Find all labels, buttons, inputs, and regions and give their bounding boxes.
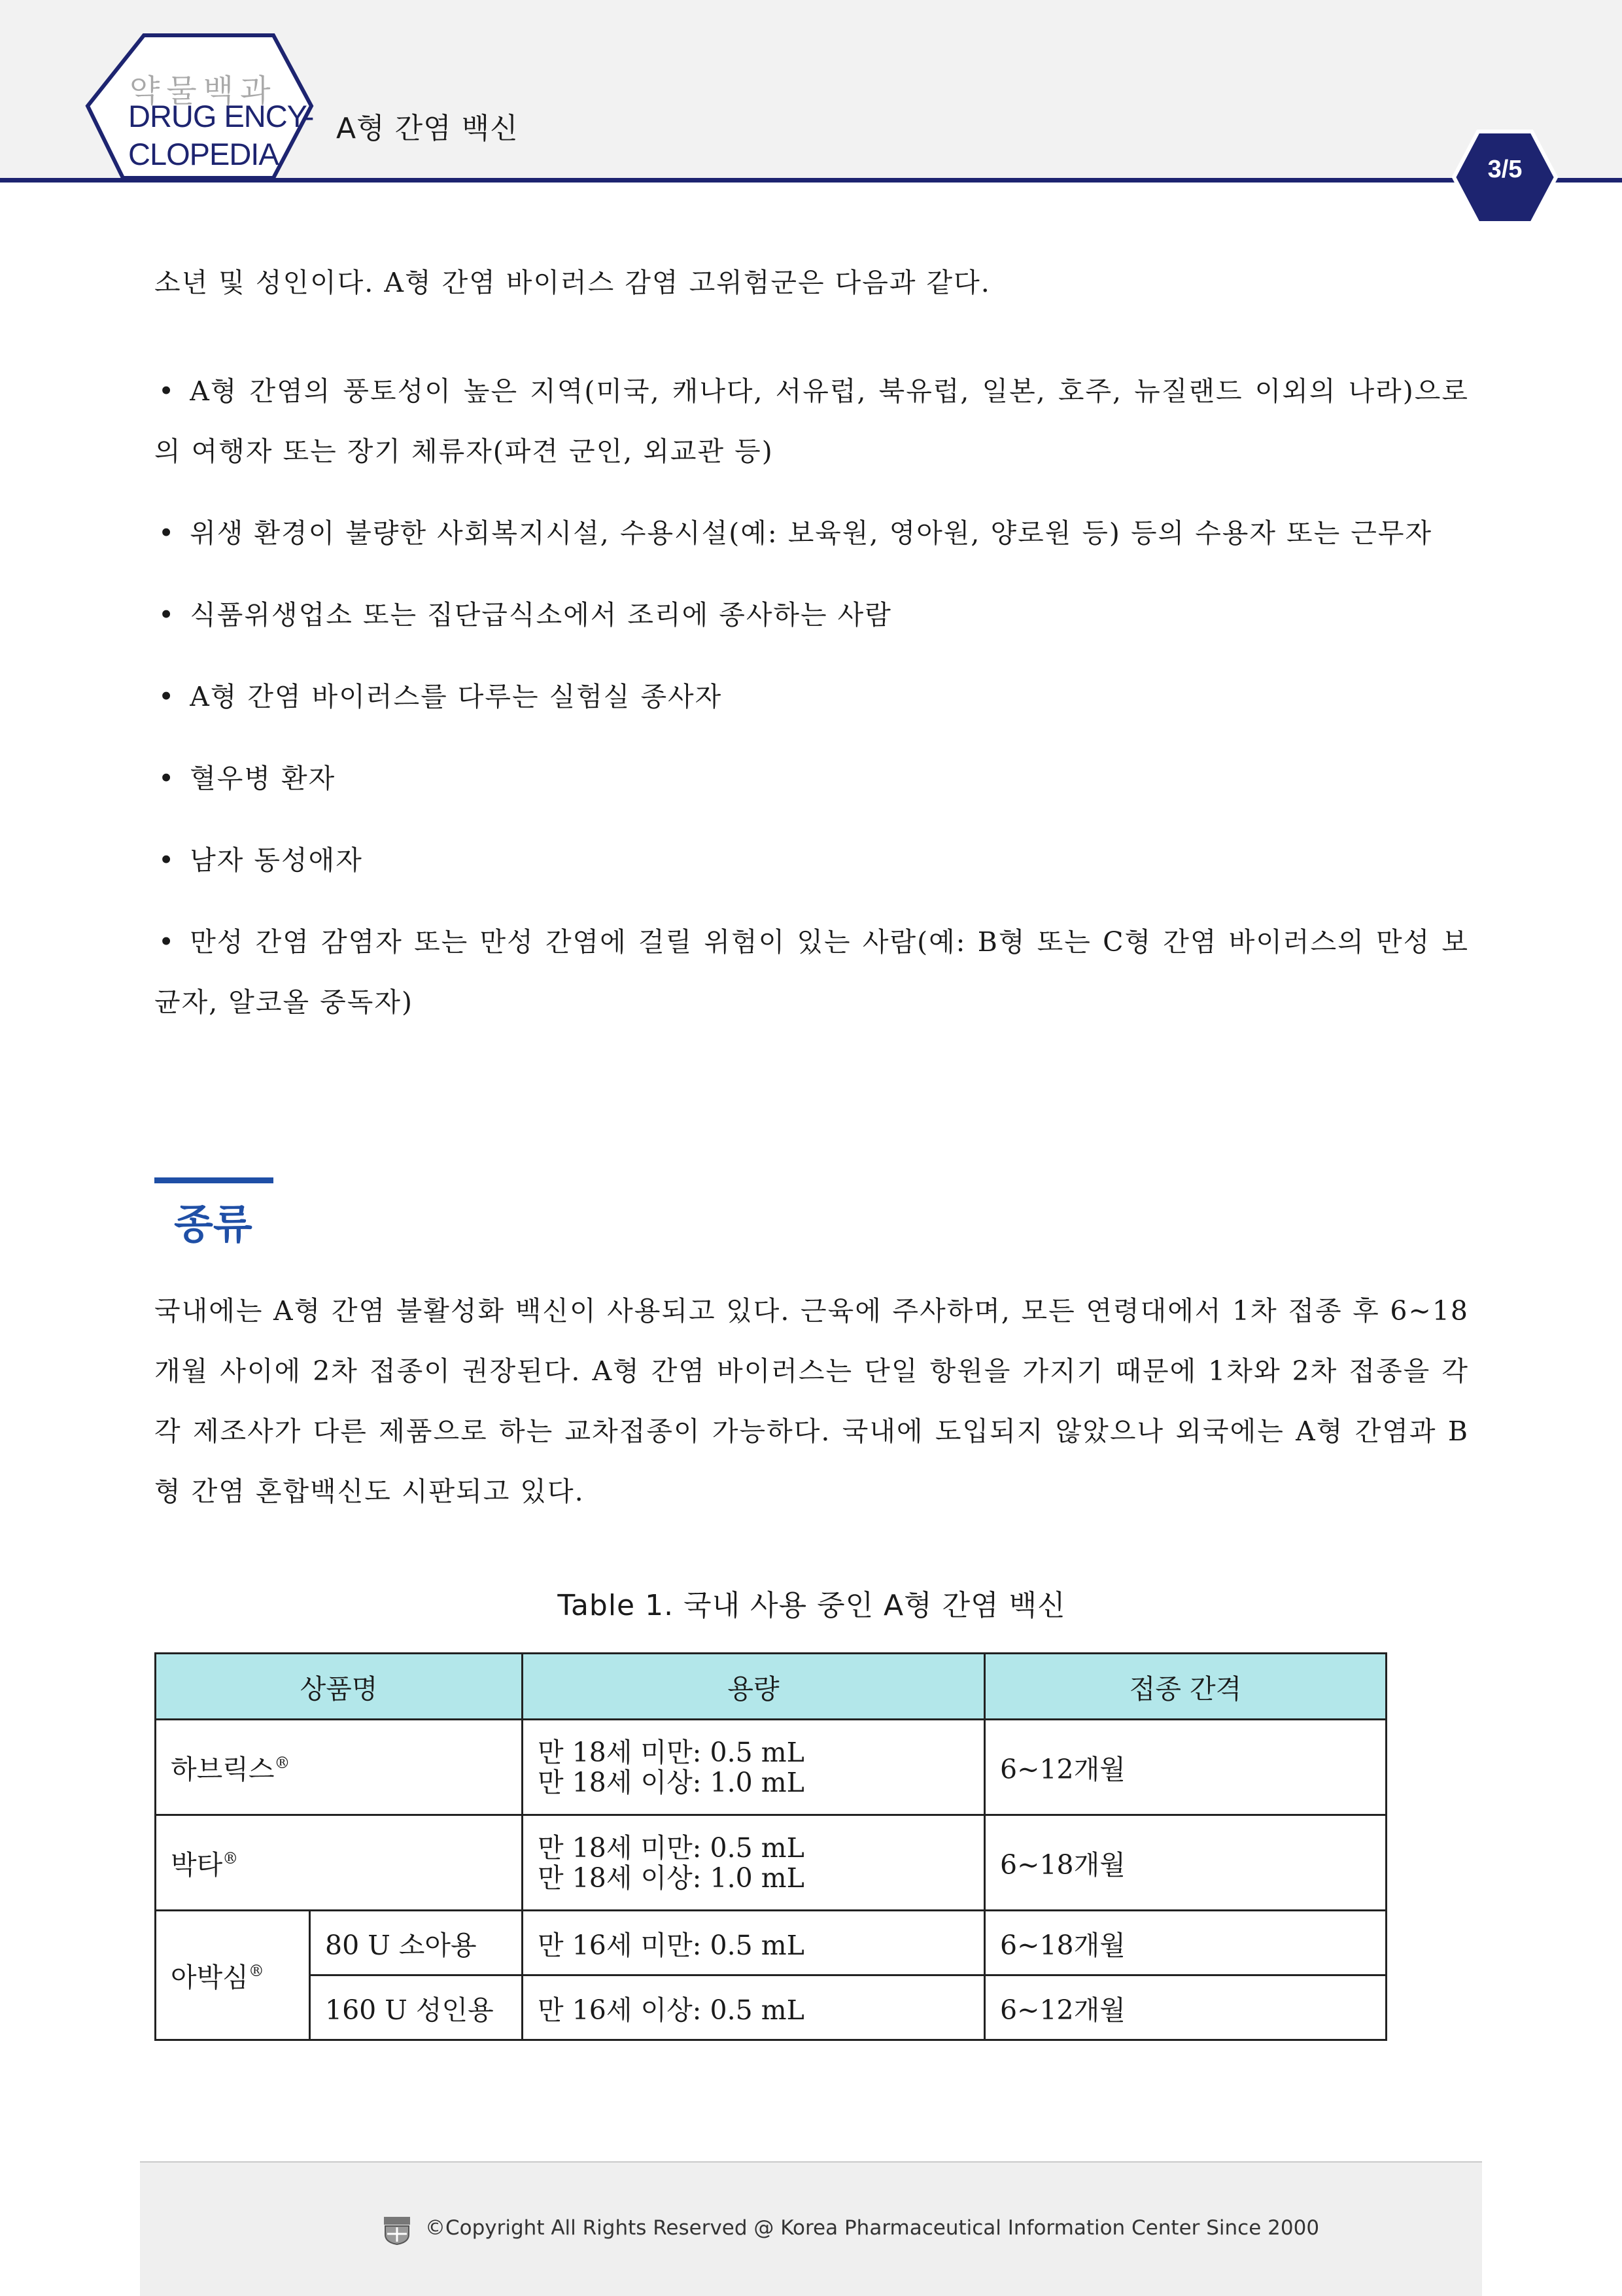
risk-group-list [154, 361, 1469, 1054]
variant-cell: 80 U 소아용 [310, 1911, 523, 1975]
section-paragraph: 국내에는 A형 간염 불활성화 백신이 사용되고 있다. 근육에 주사하며, 모든 연령대에서 1차 접종 후 6~18개월 사이에 2차 접종이 권장된다. A형 간염 바이러스는 단일 항원을 가지기 때문에 1차와 2차 접종을 각각 제조사가 다른 제품으로 하는 교차접종이 가능하다. 국내에 도입되지 않았으나 외국에는 A형 간염과 B형 간염 혼합백신도 시판되고 있다. [154, 1295, 1469, 1507]
section-heading: 종류 [174, 1200, 252, 1248]
header-dose: 용량 [523, 1654, 985, 1720]
product-cell [156, 1815, 523, 1911]
logo-korean-text: 약물백과 [129, 74, 277, 109]
header-product: 상품명 [156, 1654, 523, 1720]
vaccine-table [154, 1652, 1387, 2041]
bullet-dot-icon: • [158, 844, 176, 876]
dose-line: 만 18세 이상: 1.0 mL [538, 1862, 804, 1894]
dose-cell: 만 16세 이상: 0.5 mL [523, 1975, 985, 2040]
list-item [154, 667, 1469, 727]
list-item [154, 748, 1469, 809]
list-item [154, 585, 1469, 645]
variant-cell: 160 U 성인용 [310, 1975, 523, 2040]
dose-line: 만 18세 미만: 0.5 mL [538, 1832, 804, 1864]
table-row [156, 1815, 1387, 1911]
product-cell [156, 1720, 523, 1815]
registered-mark: ® [222, 1849, 239, 1868]
footer-copyright: ©Copyright All Rights Reserved @ Korea Pharmaceutical Information Center Since 2000 [425, 2216, 1320, 2240]
dose-cell: 만 16세 미만: 0.5 mL [523, 1911, 985, 1975]
interval-cell: 6~18개월 [985, 1815, 1387, 1911]
list-item [154, 361, 1469, 481]
table-row [156, 1720, 1387, 1815]
dose-line: 만 18세 이상: 1.0 mL [538, 1766, 804, 1798]
list-item-text: A형 간염의 풍토성이 높은 지역(미국, 캐나다, 서유럽, 북유럽, 일본, 호주, 뉴질랜드 이외의 나라)으로의 여행자 또는 장기 체류자(파견 군인, 외교관 등) [154, 375, 1469, 467]
dose-cell [523, 1720, 985, 1815]
header-interval: 접종 간격 [985, 1654, 1387, 1720]
bullet-dot-icon: • [158, 926, 176, 958]
intro-paragraph: 소년 및 성인이다. A형 간염 바이러스 감염 고위험군은 다음과 같다. [154, 267, 991, 298]
footer-emblem-icon [382, 2215, 412, 2245]
list-item-text: 만성 간염 감염자 또는 만성 간염에 걸릴 위험이 있는 사람(예: B형 또는 C형 간염 바이러스의 만성 보균자, 알코올 중독자) [154, 926, 1469, 1018]
product-name: 박타 [171, 1849, 223, 1881]
bullet-dot-icon: • [158, 517, 176, 549]
section-heading-rule [154, 1177, 273, 1183]
header-title: A형 간염 백신 [336, 112, 519, 145]
bullet-dot-icon: • [158, 681, 176, 712]
dose-line: 만 18세 미만: 0.5 mL [538, 1736, 804, 1768]
product-cell [156, 1911, 310, 2040]
product-name: 아박심 [171, 1962, 249, 1993]
table-row [156, 1911, 1387, 1975]
interval-cell: 6~12개월 [985, 1720, 1387, 1815]
list-item-text: 식품위생업소 또는 집단급식소에서 조리에 종사하는 사람 [190, 599, 892, 631]
list-item-text: 혈우병 환자 [190, 763, 336, 794]
product-name: 하브릭스 [171, 1754, 275, 1785]
bullet-dot-icon: • [158, 763, 176, 794]
interval-cell: 6~18개월 [985, 1911, 1387, 1975]
list-item-text: A형 간염 바이러스를 다루는 실험실 종사자 [190, 681, 723, 712]
bullet-dot-icon: • [158, 375, 176, 407]
list-item [154, 912, 1469, 1032]
bullet-dot-icon: • [158, 599, 176, 631]
list-item-text: 남자 동성애자 [190, 844, 363, 876]
page-indicator: 3/5 [1487, 156, 1523, 183]
interval-cell: 6~12개월 [985, 1975, 1387, 2040]
logo-english-line1: DRUG ENCY- [128, 99, 314, 133]
registered-mark: ® [248, 1962, 264, 1980]
table-header-row [156, 1654, 1387, 1720]
list-item [154, 503, 1469, 563]
registered-mark: ® [274, 1754, 290, 1772]
list-item-text: 위생 환경이 불량한 사회복지시설, 수용시설(예: 보육원, 영아원, 양로원 등) 등의 수용자 또는 근무자 [190, 517, 1433, 549]
table-caption: Table 1. 국내 사용 중인 A형 간염 백신 [557, 1589, 1066, 1622]
logo-english-line2: CLOPEDIA [128, 137, 279, 171]
list-item [154, 830, 1469, 890]
table-row [156, 1975, 1387, 2040]
dose-cell [523, 1815, 985, 1911]
